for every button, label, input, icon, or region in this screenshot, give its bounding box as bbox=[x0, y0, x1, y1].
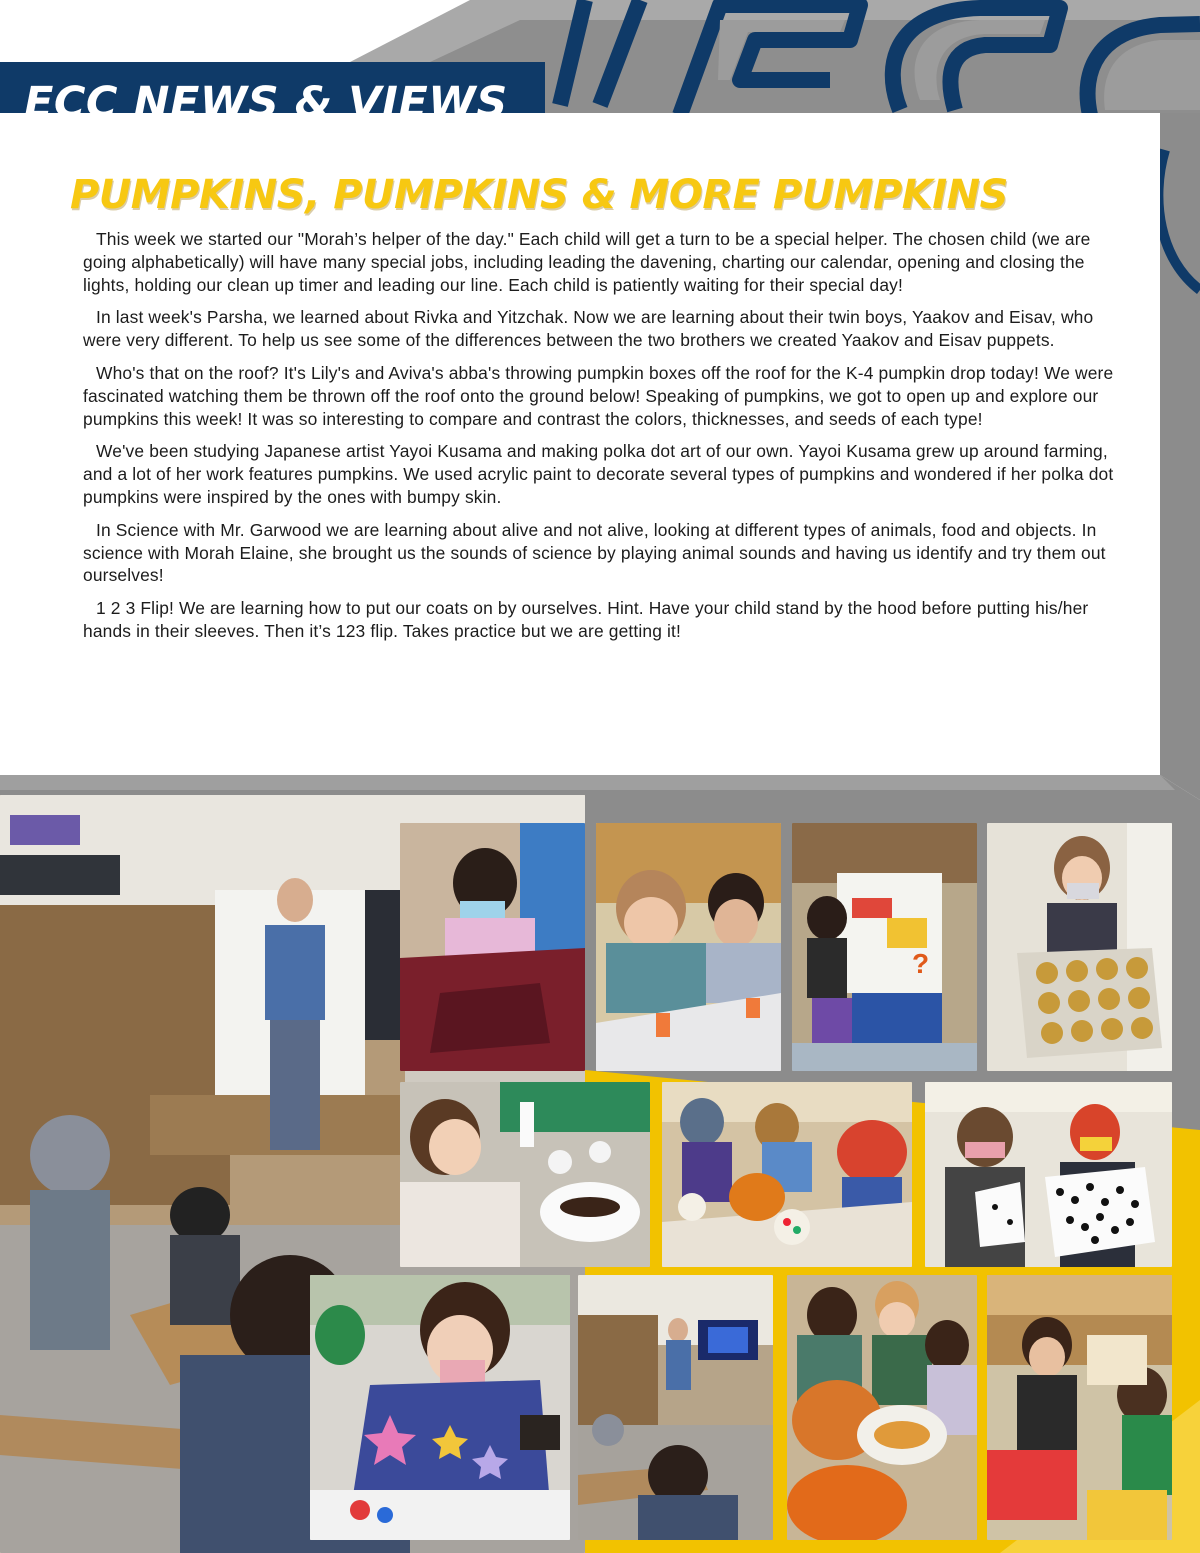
article-headline: PUMPKINS, PUMPKINS & MORE PUMPKINS bbox=[70, 172, 1008, 218]
right-gray-strip bbox=[1160, 113, 1200, 800]
article-body bbox=[83, 228, 1128, 653]
photo-toddlers-table bbox=[596, 823, 781, 1071]
svg-text:?: ? bbox=[912, 948, 930, 979]
paragraph-science: In Science with Mr. Garwood we are learning about alive and not alive, looking at different types of animals, food and objects. In science with Morah Elaine, she brought us the sounds of science by playing animal sounds and having us identify and try them out ourselves! bbox=[83, 519, 1106, 586]
paragraph-pumpkin-drop: Who's that on the roof? It's Lily's and Aviva's abba's throwing pumpkin boxes off the roof for the K-4 pumpkin drop today! We were fascinated watching them be thrown off the roof onto the ground below! Speaking of pumpkins, we got to open up and explore our pumpkins this week! It was so interesting to compare and contrast the colors, thicknesses, and seeds of each type! bbox=[83, 362, 1114, 429]
mid-light-gray-band bbox=[0, 775, 1175, 790]
photo-polka-dot-art bbox=[925, 1082, 1172, 1267]
paragraph-helper-of-day: This week we started our "Morah’s helper of the day." Each child will get a turn to be a special helper. The chosen child (we are going alphabetically) will have many special jobs, including leading the davening, charting our calendar, opening and closing the lights, holding our clean up timer and leading our line. Each child is patiently waiting for their special day! bbox=[83, 229, 1091, 295]
photo-painting-pumpkin bbox=[662, 1082, 912, 1267]
photo-girl-seeds bbox=[400, 1082, 650, 1267]
photo-girl-muffin-tin bbox=[987, 823, 1172, 1071]
photo-girl-easel bbox=[792, 823, 977, 1071]
photo-girl-maroon-coat bbox=[400, 823, 585, 1071]
newsletter-title: ECC NEWS & VIEWS bbox=[24, 78, 508, 128]
photo-kids-play-area bbox=[987, 1275, 1172, 1540]
paragraph-parsha: In last week's Parsha, we learned about Rivka and Yitzchak. Now we are learning about their twin boys, Yaakov and Eisav, who were very different. To help us see some of the differences between the two brothers we created Yaakov and Eisav puppets. bbox=[83, 307, 1094, 351]
photo-classroom-screen bbox=[578, 1275, 773, 1540]
photo-girl-stars-sweater bbox=[310, 1275, 570, 1540]
paragraph-coat-flip: 1 2 3 Flip! We are learning how to put our coats on by ourselves. Hint. Have your child stand by the hood before putting his/her hands in their sleeves. Then it’s 123 flip. Takes practice but we are getting it! bbox=[83, 598, 1089, 641]
paragraph-kusama-art: We've been studying Japanese artist Yayoi Kusama and making polka dot art of our own. Yayoi Kusama grew up around farming, and a lot of her work features pumpkins. We used acrylic paint to decorate several types of pumpkins and wondered if her polka dot pumpkins were inspired by the ones with bumpy skin. bbox=[83, 441, 1114, 507]
photo-pumpkin-seeds-group bbox=[787, 1275, 977, 1540]
